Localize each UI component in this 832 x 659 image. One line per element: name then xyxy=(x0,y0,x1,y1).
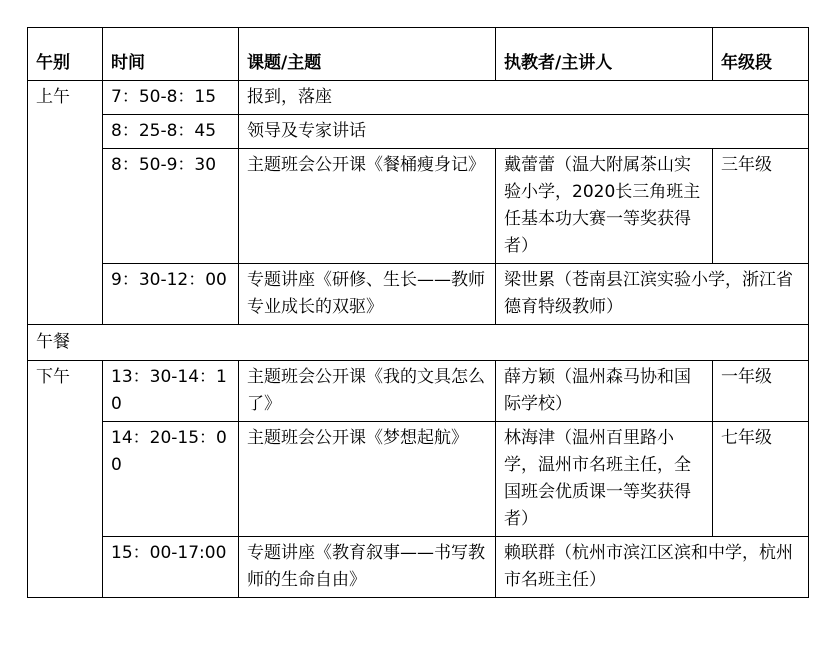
header-topic: 课题/主题 xyxy=(239,28,496,81)
period-afternoon: 下午 xyxy=(28,361,103,598)
presenter-cell: 梁世累（苍南县江滨实验小学，浙江省德育特级教师） xyxy=(496,264,809,325)
lunch-row xyxy=(28,325,809,361)
topic-cell: 领导及专家讲话 xyxy=(239,115,809,149)
header-presenter: 执教者/主讲人 xyxy=(496,28,713,81)
table-row xyxy=(28,264,809,325)
topic-cell: 主题班会公开课《梦想起航》 xyxy=(239,422,496,537)
topic-cell: 报到，落座 xyxy=(239,81,809,115)
grade-cell: 三年级 xyxy=(713,149,809,264)
topic-cell: 专题讲座《教育叙事——书写教师的生命自由》 xyxy=(239,537,496,598)
topic-cell: 主题班会公开课《我的文具怎么了》 xyxy=(239,361,496,422)
header-period: 午别 xyxy=(28,28,103,81)
table-row xyxy=(28,81,809,115)
header-grade: 年级段 xyxy=(713,28,809,81)
presenter-cell: 薛方颖（温州森马协和国际学校） xyxy=(496,361,713,422)
grade-cell: 七年级 xyxy=(713,422,809,537)
time-cell: 7：50-8：15 xyxy=(103,81,239,115)
presenter-cell: 林海津（温州百里路小学，温州市名班主任，全国班会优质课一等奖获得者） xyxy=(496,422,713,537)
presenter-cell: 赖联群（杭州市滨江区滨和中学，杭州市名班主任） xyxy=(496,537,809,598)
period-morning: 上午 xyxy=(28,81,103,325)
time-cell: 8：50-9：30 xyxy=(103,149,239,264)
presenter-cell: 戴蕾蕾（温大附属茶山实验小学，2020长三角班主任基本功大赛一等奖获得者） xyxy=(496,149,713,264)
time-cell: 9：30-12：00 xyxy=(103,264,239,325)
table-row xyxy=(28,422,809,537)
time-cell: 14：20-15：00 xyxy=(103,422,239,537)
table-row xyxy=(28,115,809,149)
topic-cell: 主题班会公开课《餐桶瘦身记》 xyxy=(239,149,496,264)
topic-cell: 专题讲座《研修、生长——教师专业成长的双驱》 xyxy=(239,264,496,325)
grade-cell: 一年级 xyxy=(713,361,809,422)
time-cell: 8：25-8：45 xyxy=(103,115,239,149)
period-lunch: 午餐 xyxy=(28,325,809,361)
table-row xyxy=(28,537,809,598)
table-row xyxy=(28,361,809,422)
time-cell: 15：00-17:00 xyxy=(103,537,239,598)
table-row xyxy=(28,149,809,264)
header-row xyxy=(28,28,809,81)
header-time: 时间 xyxy=(103,28,239,81)
schedule-table xyxy=(27,27,809,598)
time-cell: 13：30-14：10 xyxy=(103,361,239,422)
